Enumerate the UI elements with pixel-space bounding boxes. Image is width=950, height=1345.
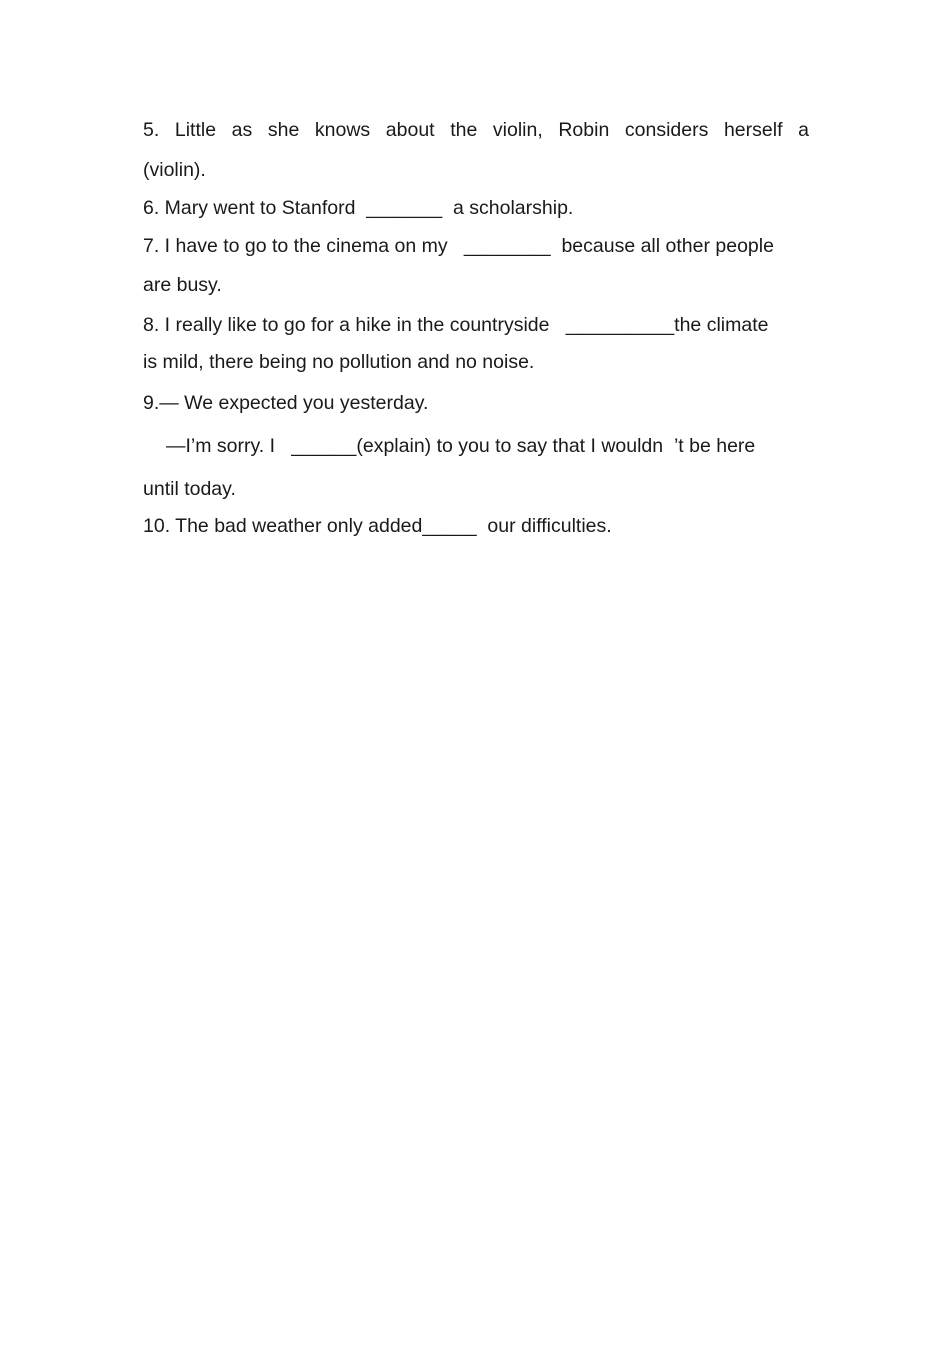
question-9-line-3: until today. xyxy=(143,478,236,500)
question-9-line-2: —I’m sorry. I ______(explain) to you to say that I wouldn ’t be here xyxy=(166,435,756,457)
question-5-line-2: (violin). xyxy=(143,159,206,181)
question-5-line-1 xyxy=(143,118,809,142)
q5-word: as xyxy=(231,119,253,141)
q5-word: she xyxy=(267,119,300,141)
q5-word: a xyxy=(798,119,809,141)
question-8-line-1: 8. I really like to go for a hike in the countryside __________the climate xyxy=(143,314,769,336)
q5-word: violin, xyxy=(492,119,543,141)
q5-word: Little xyxy=(174,119,217,141)
question-7-line-2: are busy. xyxy=(143,274,222,296)
question-9-line-1: 9.— We expected you yesterday. xyxy=(143,392,429,414)
q5-word: Robin xyxy=(558,119,610,141)
q5-word: the xyxy=(450,119,478,141)
q5-word: knows xyxy=(314,119,371,141)
q5-word: considers xyxy=(624,119,709,141)
q5-word: 5. xyxy=(143,119,160,141)
question-10: 10. The bad weather only added_____ our difficulties. xyxy=(143,515,612,537)
q5-word: about xyxy=(385,119,435,141)
question-8-line-2: is mild, there being no pollution and no noise. xyxy=(143,351,535,373)
q5-word: herself xyxy=(723,119,783,141)
question-6: 6. Mary went to Stanford _______ a scholarship. xyxy=(143,197,574,219)
question-7-line-1: 7. I have to go to the cinema on my ________ because all other people xyxy=(143,235,774,257)
